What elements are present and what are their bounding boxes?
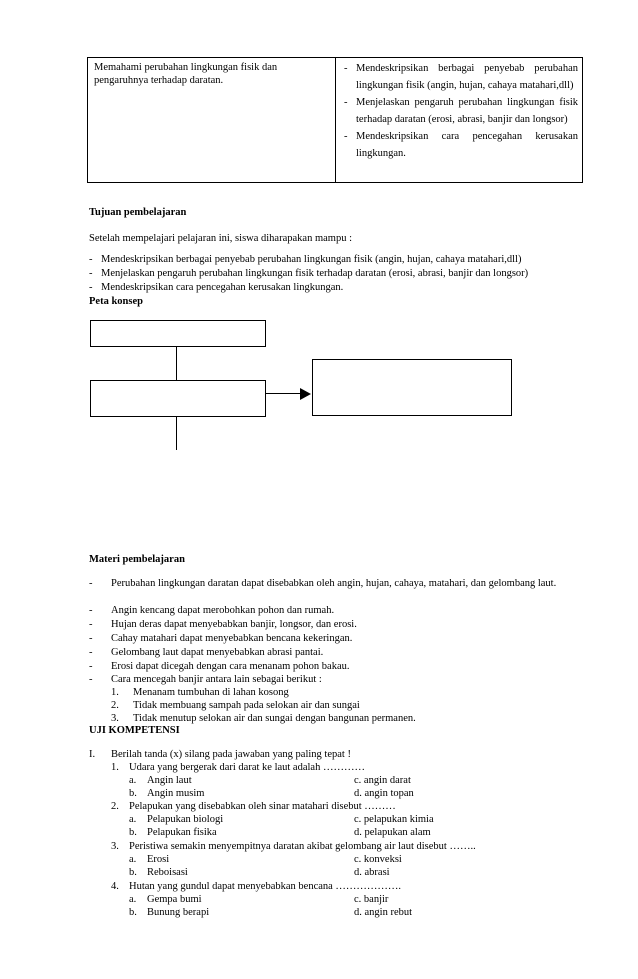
materi-sub-item: 3. Tidak menutup selokan air dan sungai dengan bangunan permanen. — [111, 713, 416, 724]
arrow-head-icon — [300, 388, 311, 400]
option-c: c. pelapukan kimia — [354, 814, 434, 825]
option-d: d. abrasi — [354, 867, 390, 878]
option-a: a. Angin laut — [129, 775, 192, 786]
option-d: d. pelapukan alam — [354, 827, 431, 838]
tujuan-item: - Menjelaskan pengaruh perubahan lingkungan fisik terhadap daratan (erosi, abrasi, banjir dan longsor) — [89, 268, 529, 279]
peta-heading: Peta konsep — [89, 296, 143, 307]
tujuan-intro: Setelah mempelajari pelajaran ini, siswa diharapakan mampu : — [89, 233, 352, 244]
uji-heading: UJI KOMPETENSI — [89, 725, 180, 736]
uji-section-number: I. — [89, 749, 96, 760]
option-c: c. angin darat — [354, 775, 411, 786]
option-a: a. Pelapukan biologi — [129, 814, 224, 825]
competency-table — [87, 57, 583, 183]
question: 3. Peristiwa semakin menyempitnya daratan akibat gelombang air laut disebut …….. — [111, 841, 476, 852]
uji-instruction: Berilah tanda (x) silang pada jawaban yang paling tepat ! — [111, 749, 351, 760]
question: 1. Udara yang bergerak dari darat ke laut adalah ………… — [111, 762, 365, 773]
indicator-item: - Mendeskripsikan cara pencegahan kerusakan lingkungan. — [344, 131, 578, 159]
option-d: d. angin rebut — [354, 907, 413, 918]
option-d: d. angin topan — [354, 788, 414, 799]
connector-line — [176, 347, 177, 381]
option-b: b. Pelapukan fisika — [129, 827, 217, 838]
tujuan-heading: Tujuan pembelajaran — [89, 207, 187, 218]
option-b: b. Angin musim — [129, 788, 205, 799]
indicator-item: - Mendeskripsikan berbagai penyebab perubahan lingkungan fisik (angin, hujan, cahaya matahari,dll) — [344, 63, 578, 91]
materi-heading: Materi pembelajaran — [89, 554, 185, 565]
arrow-line — [266, 393, 302, 394]
option-c: c. konveksi — [354, 854, 402, 865]
tujuan-item: - Mendeskripsikan cara pencegahan kerusakan lingkungan. — [89, 282, 344, 293]
table-divider — [335, 58, 336, 182]
indicator-list — [344, 60, 578, 162]
concept-box-top — [90, 320, 266, 347]
indicator-item: - Menjelaskan pengaruh perubahan lingkungan fisik terhadap daratan (erosi, abrasi, banjir dan longsor) — [344, 97, 578, 125]
concept-box-middle — [90, 380, 266, 417]
option-b: b. Reboisasi — [129, 867, 188, 878]
materi-sub-item: 1. Menanam tumbuhan di lahan kosong — [111, 687, 289, 698]
connector-line — [176, 417, 177, 450]
question: 4. Hutan yang gundul dapat menyebabkan bencana ………………. — [111, 881, 402, 892]
competency-standard: Memahami perubahan lingkungan fisik dan pengaruhnya terhadap daratan. — [94, 62, 278, 86]
option-a: a. Gempa bumi — [129, 894, 202, 905]
question: 2. Pelapukan yang disebabkan oleh sinar matahari disebut ……… — [111, 801, 396, 812]
concept-box-right — [312, 359, 512, 416]
tujuan-item: - Mendeskripsikan berbagai penyebab perubahan lingkungan fisik (angin, hujan, cahaya matahari,dll) — [89, 254, 522, 265]
materi-sub-item: 2. Tidak membuang sampah pada selokan air dan sungai — [111, 700, 360, 711]
option-a: a. Erosi — [129, 854, 170, 865]
option-b: b. Bunung berapi — [129, 907, 210, 918]
option-c: c. banjir — [354, 894, 389, 905]
